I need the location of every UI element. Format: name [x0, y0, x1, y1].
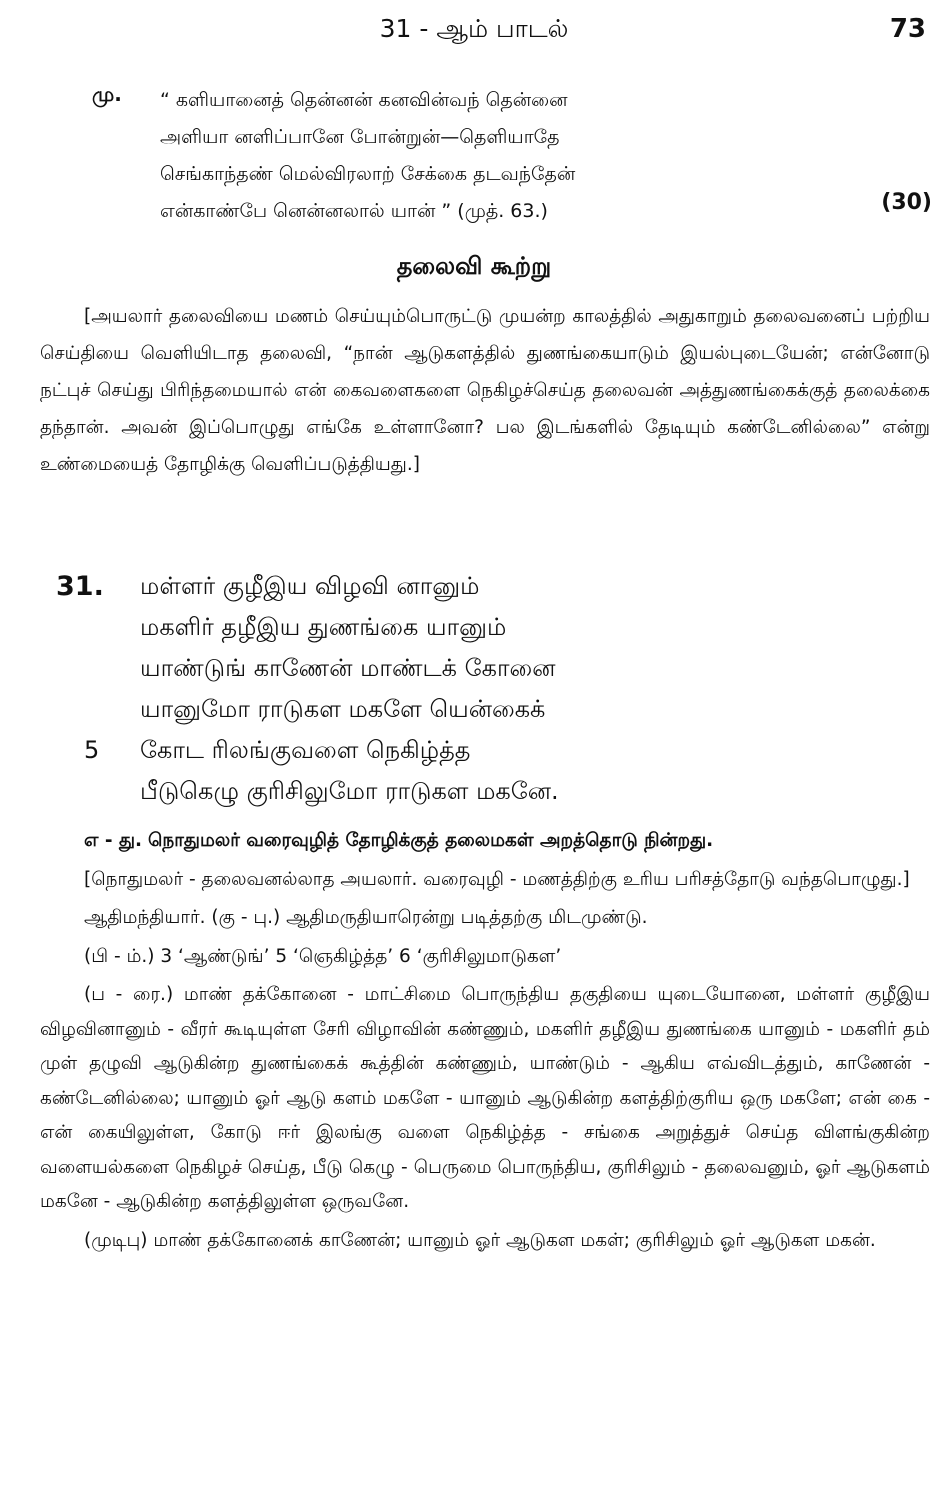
verse-line: யானுமோ ராடுகள மகளே யென்கைக் [140, 695, 546, 723]
verse-line: யாண்டுங் காணேன் மாண்டக் கோனை [140, 654, 556, 682]
context-lead: எ - து. [84, 830, 143, 851]
intro-text: [அயலார் தலைவியை மணம் செய்யும்பொருட்டு முயன்ற காலத்தில் அதுகாறும் தலைவனைப் பற்றிய செய்தியை வெளியிடாத தலைவி, “நான் ஆடுகளத்தில் துணங்கையாடும் இயல்புடையேன்; என்னோடு நட்புச் செய்து பிரிந்தமையால் என் கைவளைகளை நெகிழச்செய்த தலைவன் அத்துணங்கைக்குத் தலைக்கை தந்தான். அவன் இப்பொழுது எங்கே உள்ளானோ? பல இடங்களில் தேடியும் கண்டேனில்லை” என்று உண்மையைத் தோழிக்கு வெளிப்படுத்தியது.] [40, 306, 930, 475]
intro-paragraph [40, 298, 930, 483]
page-header [0, 10, 948, 50]
verse-row [56, 730, 916, 771]
verse-row [56, 771, 916, 812]
quote-lines [160, 82, 920, 230]
glossary-paragraph: [நொதுமலர் - தலைவனல்லாத அயலார். வரைவுழி - மணத்திற்கு உரிய பரிசத்தோடு வந்தபொழுது.] [84, 868, 910, 890]
verse-block [56, 566, 916, 812]
conclusion-paragraph: (முடிபு) மாண் தக்கோனைக் காணேன்; யானும் ஓர் ஆடுகள மகள்; குரிசிலும் ஓர் ஆடுகள மகன். [84, 1229, 876, 1251]
line-number: 5 [84, 736, 100, 764]
verse-row [56, 689, 916, 730]
commentary [40, 824, 930, 1262]
quote-line: என்காண்பே னென்னலால் யான் ” (முத். 63.) [160, 200, 548, 222]
verse-line: கோட ரிலங்குவளை நெகிழ்த்த [140, 736, 471, 764]
verse-row [56, 648, 916, 689]
context-text: நொதுமலர் வரைவுழித் தோழிக்குத் தலைமகள் அறத்தொடு நின்றது. [147, 830, 714, 851]
page-number: 73 [889, 14, 926, 44]
verse-line: மள்ளர் குழீஇய விழவி னானும் [140, 572, 480, 600]
section-heading: தலைவி கூற்று [396, 252, 552, 280]
paraphrase-paragraph: (ப - ரை.) மாண் தக்கோனை - மாட்சிமை பொருந்திய தகுதியை யுடையோனை, மள்ளர் குழீஇய விழவினானும் - வீரர் கூடியுள்ள சேரி விழாவின் கண்ணும், மகளிர் தழீஇய துணங்கை யானும் - மகளிர் தம் முள் தழுவி ஆடுகின்ற துணங்கைக் கூத்தின் கண்ணும், யாண்டும் - ஆகிய எவ்விடத்தும், காணேன் - கண்டேனில்லை; யானும் ஓர் ஆடு களம் மகளே - யானும் ஆடுகின்ற களத்திற்குரிய ஒரு மகளே; என் கை - என் கையிலுள்ள, கோடு ஈர் இலங்கு வளை நெகிழ்த்த - சங்கை அறுத்துச் செய்த விளங்குகின்ற வளையல்களை நெகிழச் செய்த, பீடு கெழு - பெருமை பொருந்திய, குரிசிலும் - தலைவனும், ஓர் ஆடுகளம் மகனே - ஆடுகின்ற களத்திலுள்ள ஒருவனே. [40, 984, 930, 1212]
verse-line: பீடுகெழு குரிசிலுமோ ராடுகள மகனே. [140, 777, 559, 805]
quote-number: (30) [881, 190, 932, 215]
quote-line: செங்காந்தண் மெல்விரலாற் சேக்கை தடவந்தேன் [160, 163, 576, 185]
quote-line: அளியா னளிப்பானே போன்றுன்—தெளியாதே [160, 126, 560, 148]
verse-number: 31. [56, 571, 104, 602]
quote-label: மு. [92, 82, 122, 106]
context-paragraph [40, 824, 930, 859]
verse-row [56, 607, 916, 648]
variants-paragraph: (பி - ம்.) 3 ‘ஆண்டுங்’ 5 ‘ஞெகிழ்த்த’ 6 ‘குரிசிலுமாடுகள’ [84, 945, 562, 967]
verse-line: மகளிர் தழீஇய துணங்கை யானும் [140, 613, 507, 641]
quote-line: “ களியானைத் தென்னன் கனவின்வந் தென்னை [160, 89, 568, 111]
author-paragraph: ஆதிமந்தியார். (கு - பு.) ஆதிமருதியாரென்று படித்தற்கு மிடமுண்டு. [84, 907, 648, 928]
running-title: 31 - ஆம் பாடல் [379, 14, 569, 43]
verse-row [56, 566, 916, 607]
